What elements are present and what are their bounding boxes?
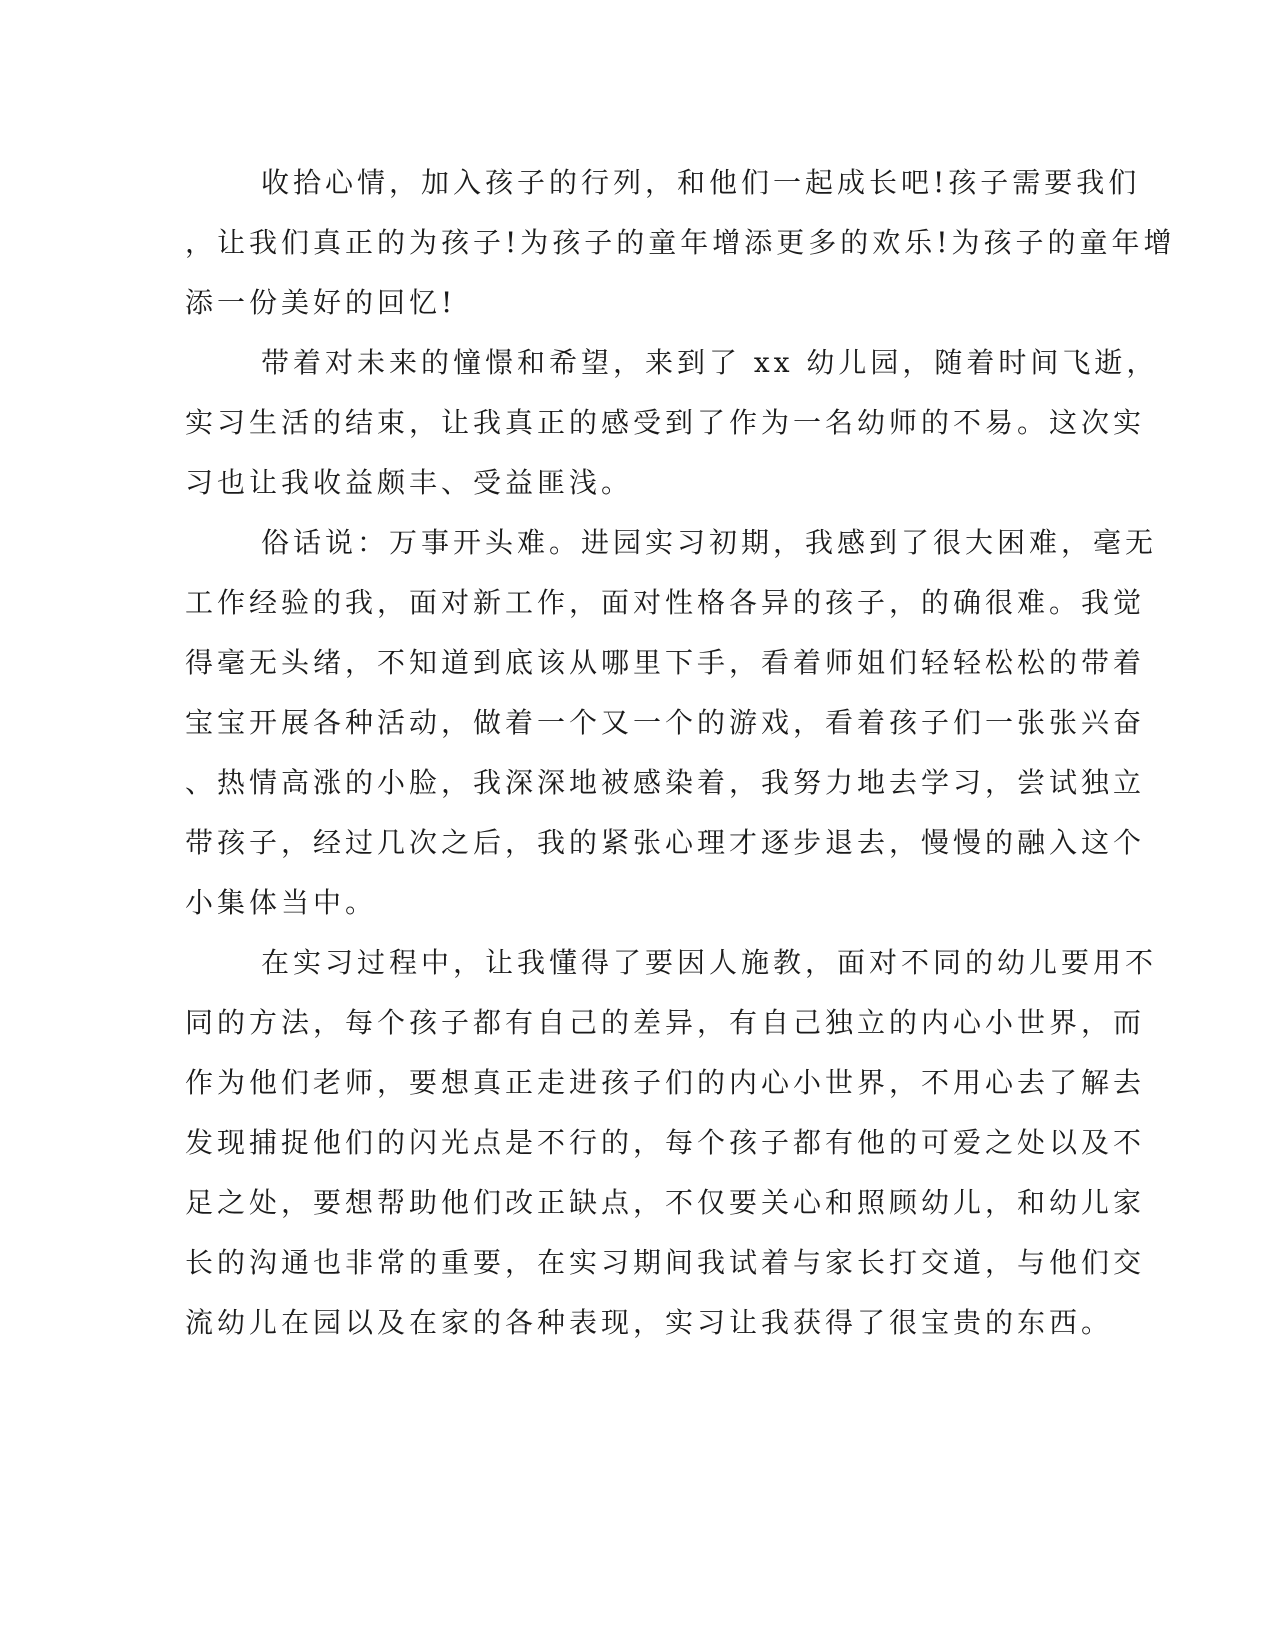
paragraph-line: 俗话说：万事开头难。进园实习初期，我感到了很大困难，毫无 <box>261 526 1158 559</box>
paragraph-line: 宝宝开展各种活动，做着一个又一个的游戏，看着孩子们一张张兴奋 <box>185 706 1146 739</box>
paragraph-line: 带孩子，经过几次之后，我的紧张心理才逐步退去，慢慢的融入这个 <box>185 826 1146 859</box>
paragraph-line: ，让我们真正的为孩子!为孩子的童年增添更多的欢乐!为孩子的童年增 <box>185 226 1176 259</box>
paragraph-line: 添一份美好的回忆! <box>185 286 457 319</box>
paragraph-line: 习也让我收益颇丰、受益匪浅。 <box>185 466 634 499</box>
paragraph-line: 长的沟通也非常的重要，在实习期间我试着与家长打交道，与他们交 <box>185 1246 1146 1279</box>
document-body <box>185 153 1176 1353</box>
paragraph-line: 实习生活的结束，让我真正的感受到了作为一名幼师的不易。这次实 <box>185 406 1146 439</box>
paragraph-line: 流幼儿在园以及在家的各种表现，实习让我获得了很宝贵的东西。 <box>185 1306 1114 1339</box>
paragraph-line: 足之处，要想帮助他们改正缺点，不仅要关心和照顾幼儿，和幼儿家 <box>185 1186 1146 1219</box>
paragraph-line: 工作经验的我，面对新工作，面对性格各异的孩子，的确很难。我觉 <box>185 586 1146 619</box>
paragraph-line: 同的方法，每个孩子都有自己的差异，有自己独立的内心小世界，而 <box>185 1006 1146 1039</box>
paragraph-line: 带着对未来的憧憬和希望，来到了 xx 幼儿园，随着时间飞逝， <box>261 346 1159 379</box>
paragraph-line: 收拾心情，加入孩子的行列，和他们一起成长吧!孩子需要我们 <box>261 166 1141 199</box>
paragraph-line: 、热情高涨的小脸，我深深地被感染着，我努力地去学习，尝试独立 <box>185 766 1146 799</box>
paragraph-line: 发现捕捉他们的闪光点是不行的，每个孩子都有他的可爱之处以及不 <box>185 1126 1146 1159</box>
paragraph-line: 作为他们老师，要想真正走进孩子们的内心小世界，不用心去了解去 <box>185 1066 1146 1099</box>
paragraph-line: 在实习过程中，让我懂得了要因人施教，面对不同的幼儿要用不 <box>261 946 1158 979</box>
paragraph-line: 小集体当中。 <box>185 886 378 919</box>
paragraph-line: 得毫无头绪，不知道到底该从哪里下手，看着师姐们轻轻松松的带着 <box>185 646 1146 679</box>
